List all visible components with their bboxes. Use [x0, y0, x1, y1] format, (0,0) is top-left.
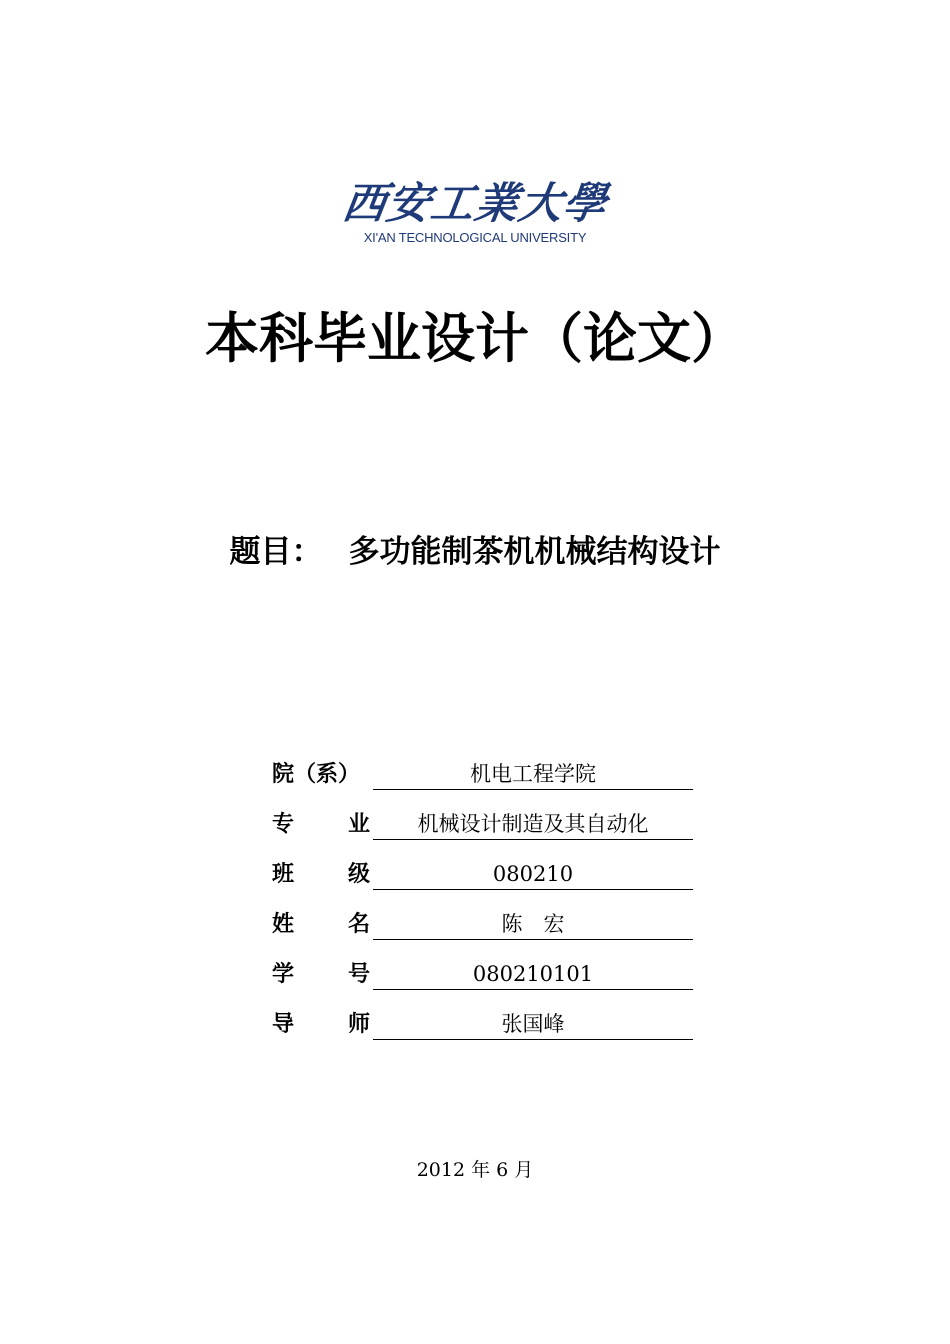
- topic-value: 多功能制茶机机械结构设计: [348, 534, 721, 570]
- logo-english-name: XI'AN TECHNOLOGICAL UNIVERSITY: [363, 230, 587, 245]
- info-value-student-id: 080210101: [373, 957, 693, 990]
- info-label-char-1: 专: [272, 812, 295, 837]
- info-label-text: 院（系）: [272, 762, 361, 787]
- thesis-topic: [100, 530, 850, 574]
- info-label-char-1: 导: [272, 1012, 295, 1037]
- info-value-advisor: 张国峰: [373, 1007, 693, 1040]
- info-row-name: [272, 905, 702, 955]
- info-label-char-1: 班: [272, 862, 295, 887]
- info-label-char-2: 师: [348, 1012, 371, 1037]
- info-value-department: 机电工程学院: [373, 757, 693, 790]
- info-value-major: 机械设计制造及其自动化: [373, 807, 693, 840]
- info-row-student-id: [272, 955, 702, 1005]
- info-label-char-2: 名: [348, 912, 371, 937]
- logo-script-name: 西安工業大學: [339, 179, 611, 229]
- info-row-major: [272, 805, 702, 855]
- university-logo: [333, 178, 617, 248]
- info-row-class: [272, 855, 702, 905]
- info-value-class: 080210: [373, 857, 693, 890]
- info-label-char-2: 业: [348, 812, 371, 837]
- info-label-char-2: 级: [348, 862, 371, 887]
- document-title: 本科毕业设计（论文）: [205, 307, 745, 370]
- topic-label: 题目：: [229, 534, 323, 570]
- info-label-char-1: 姓: [272, 912, 295, 937]
- student-info-block: [272, 755, 702, 1055]
- info-row-advisor: [272, 1005, 702, 1055]
- info-value-name: 陈 宏: [373, 907, 693, 940]
- submission-date: 2012 年 6 月: [416, 1159, 534, 1181]
- info-row-department: [272, 755, 702, 805]
- info-label-char-1: 学: [272, 962, 295, 987]
- info-label-char-2: 号: [348, 962, 371, 987]
